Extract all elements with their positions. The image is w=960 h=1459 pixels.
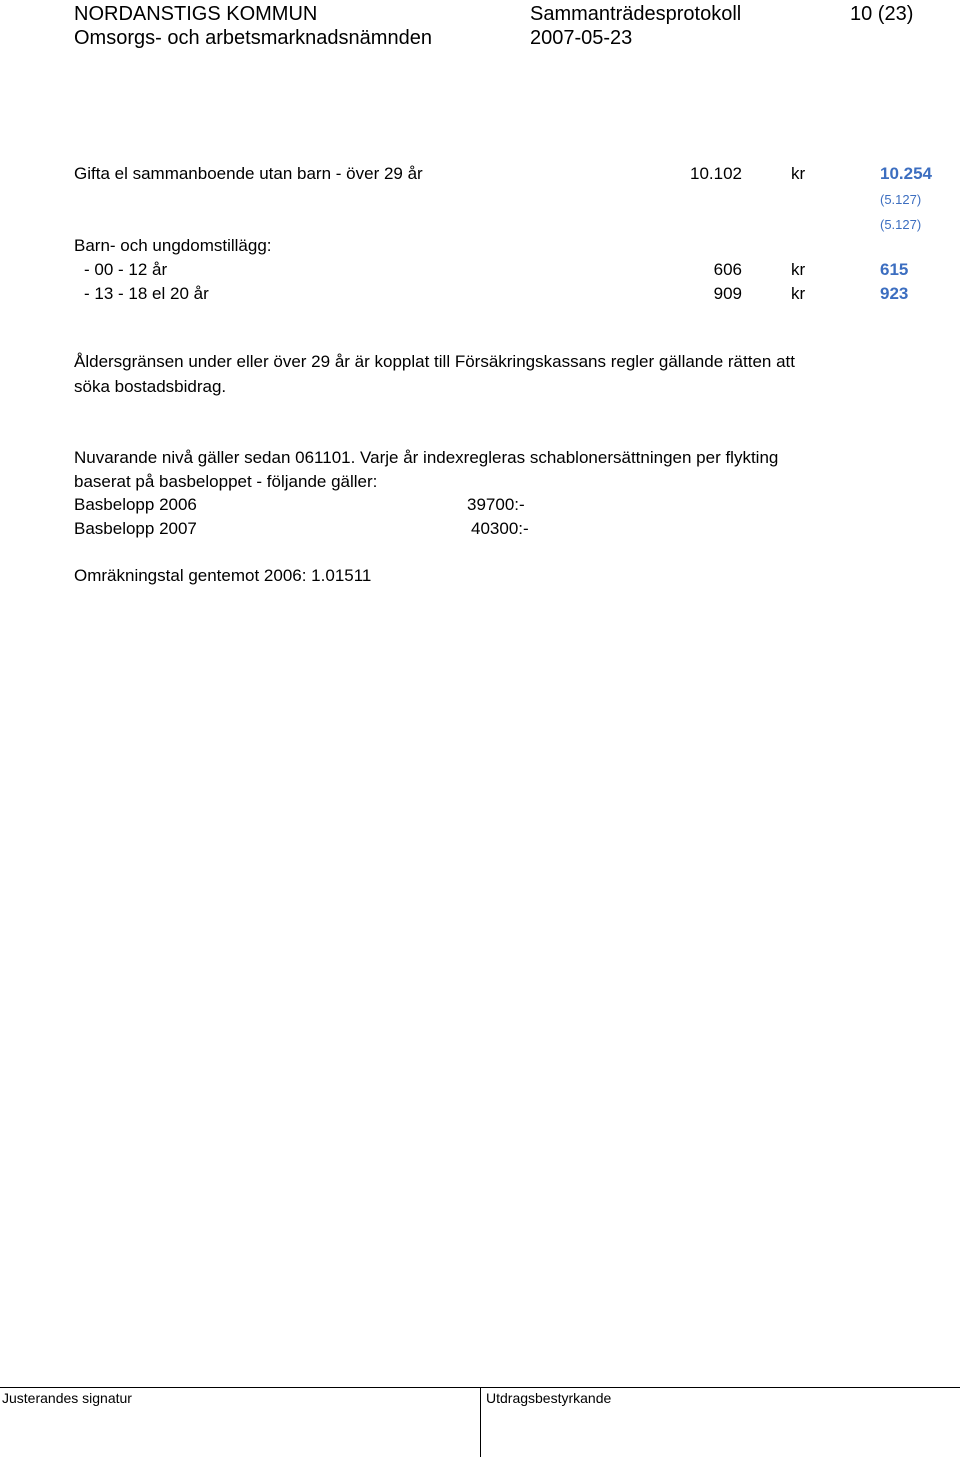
row-label: Gifta el sammanboende utan barn - över 29 år: [74, 164, 423, 183]
currency-unit: kr: [791, 260, 806, 279]
conversion-factor: Omräkningstal gentemot 2006: 1.01511: [74, 566, 372, 585]
paragraph-line: söka bostadsbidrag.: [74, 377, 227, 396]
note-amount: (5.127): [880, 217, 922, 232]
meeting-date: 2007-05-23: [530, 27, 633, 49]
basbelopp-label: Basbelopp 2007: [74, 519, 197, 538]
paragraph-line: baserat på basbeloppet - följande gäller:: [74, 472, 378, 491]
page-number: 10 (23): [850, 3, 914, 25]
paragraph-line: Åldersgränsen under eller över 29 år är kopplat till Försäkringskassans regler gällande rätten att: [74, 352, 795, 371]
old-amount: 909: [713, 284, 742, 303]
currency-unit: kr: [791, 164, 806, 183]
board-name: Omsorgs- och arbetsmarknadsnämnden: [74, 27, 432, 49]
footer-vertical-divider: [480, 1387, 481, 1457]
note-amount: (5.127): [880, 192, 922, 207]
doc-type: Sammanträdesprotokoll: [530, 3, 742, 25]
new-amount: 10.254: [880, 164, 932, 183]
old-amount: 606: [713, 260, 742, 279]
section-heading: Barn- och ungdomstillägg:: [74, 236, 272, 255]
org-name: NORDANSTIGS KOMMUN: [74, 3, 318, 25]
new-amount: 615: [880, 260, 909, 279]
row-label: - 13 - 18 el 20 år: [84, 284, 209, 303]
signature-label: Justerandes signatur: [2, 1390, 132, 1406]
old-amount: 10.102: [690, 164, 742, 183]
basbelopp-label: Basbelopp 2006: [74, 495, 197, 514]
row-label: - 00 - 12 år: [84, 260, 168, 279]
basbelopp-value: 40300:-: [471, 519, 529, 538]
new-amount: 923: [880, 284, 909, 303]
currency-unit: kr: [791, 284, 806, 303]
paragraph-line: Nuvarande nivå gäller sedan 061101. Varje år indexregleras schablonersättningen per flykting: [74, 448, 779, 467]
basbelopp-value: 39700:-: [467, 495, 525, 514]
certification-label: Utdragsbestyrkande: [486, 1390, 612, 1406]
